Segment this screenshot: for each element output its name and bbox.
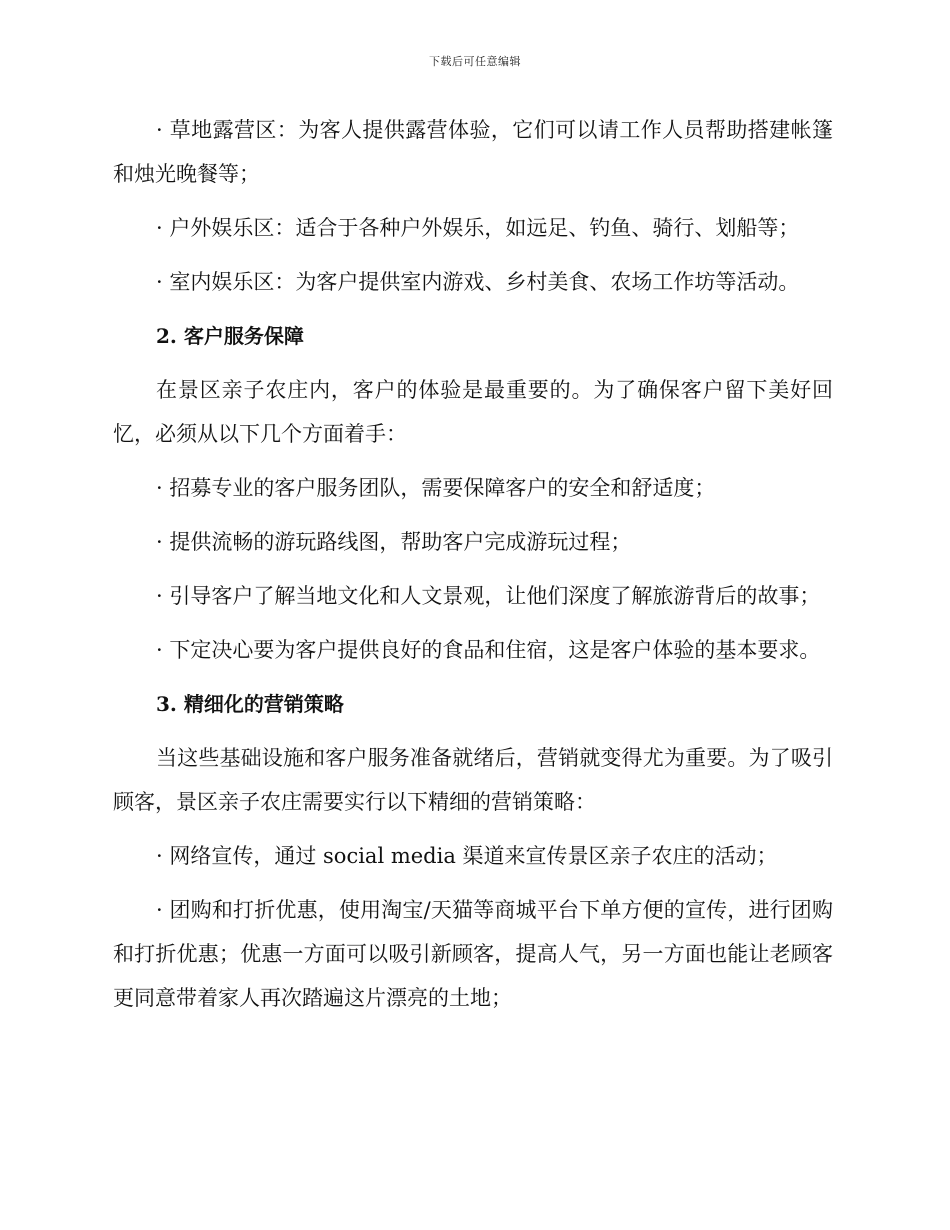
bullet-camping-area: · 草地露营区：为客人提供露营体验，它们可以请工作人员帮助搭建帐篷和烛光晚餐等； <box>113 118 833 186</box>
section-heading-customer-service: 2. 客户服务保障 <box>156 324 304 348</box>
paragraph-marketing-intro: 当这些基础设施和客户服务准备就绪后，营销就变得尤为重要。为了吸引顾客，景区亲子农庄需要实行以下精细的营销策略： <box>113 746 833 814</box>
bullet-online-promotion: · 网络宣传，通过 social media 渠道来宣传景区亲子农庄的活动； <box>156 844 778 868</box>
bullet-route-map: · 提供流畅的游玩路线图，帮助客户完成游玩过程； <box>156 530 632 554</box>
bullet-service-team: · 招募专业的客户服务团队，需要保障客户的安全和舒适度； <box>156 476 716 500</box>
paragraph-customer-experience: 在景区亲子农庄内，客户的体验是最重要的。为了确保客户留下美好回忆，必须从以下几个方面着手： <box>113 378 833 446</box>
bullet-outdoor-area: · 户外娱乐区：适合于各种户外娱乐，如远足、钓鱼、骑行、划船等； <box>156 216 800 240</box>
section-heading-marketing: 3. 精细化的营销策略 <box>156 692 344 716</box>
bullet-group-discount: · 团购和打折优惠，使用淘宝/天猫等商城平台下单方便的宣传，进行团购和打折优惠；优惠一方面可以吸引新顾客，提高人气，另一方面也能让老顾客更同意带着家人再次踏遍这片漂亮的土地； <box>113 898 833 1010</box>
bullet-local-culture: · 引导客户了解当地文化和人文景观，让他们深度了解旅游背后的故事； <box>156 584 821 608</box>
document-body <box>113 108 833 1030</box>
bullet-food-lodging: · 下定决心要为客户提供良好的食品和住宿，这是客户体验的基本要求。 <box>156 638 821 662</box>
bullet-indoor-area: · 室内娱乐区：为客户提供室内游戏、乡村美食、农场工作坊等活动。 <box>156 270 800 294</box>
page-header: 下载后可任意编辑 <box>429 55 521 68</box>
